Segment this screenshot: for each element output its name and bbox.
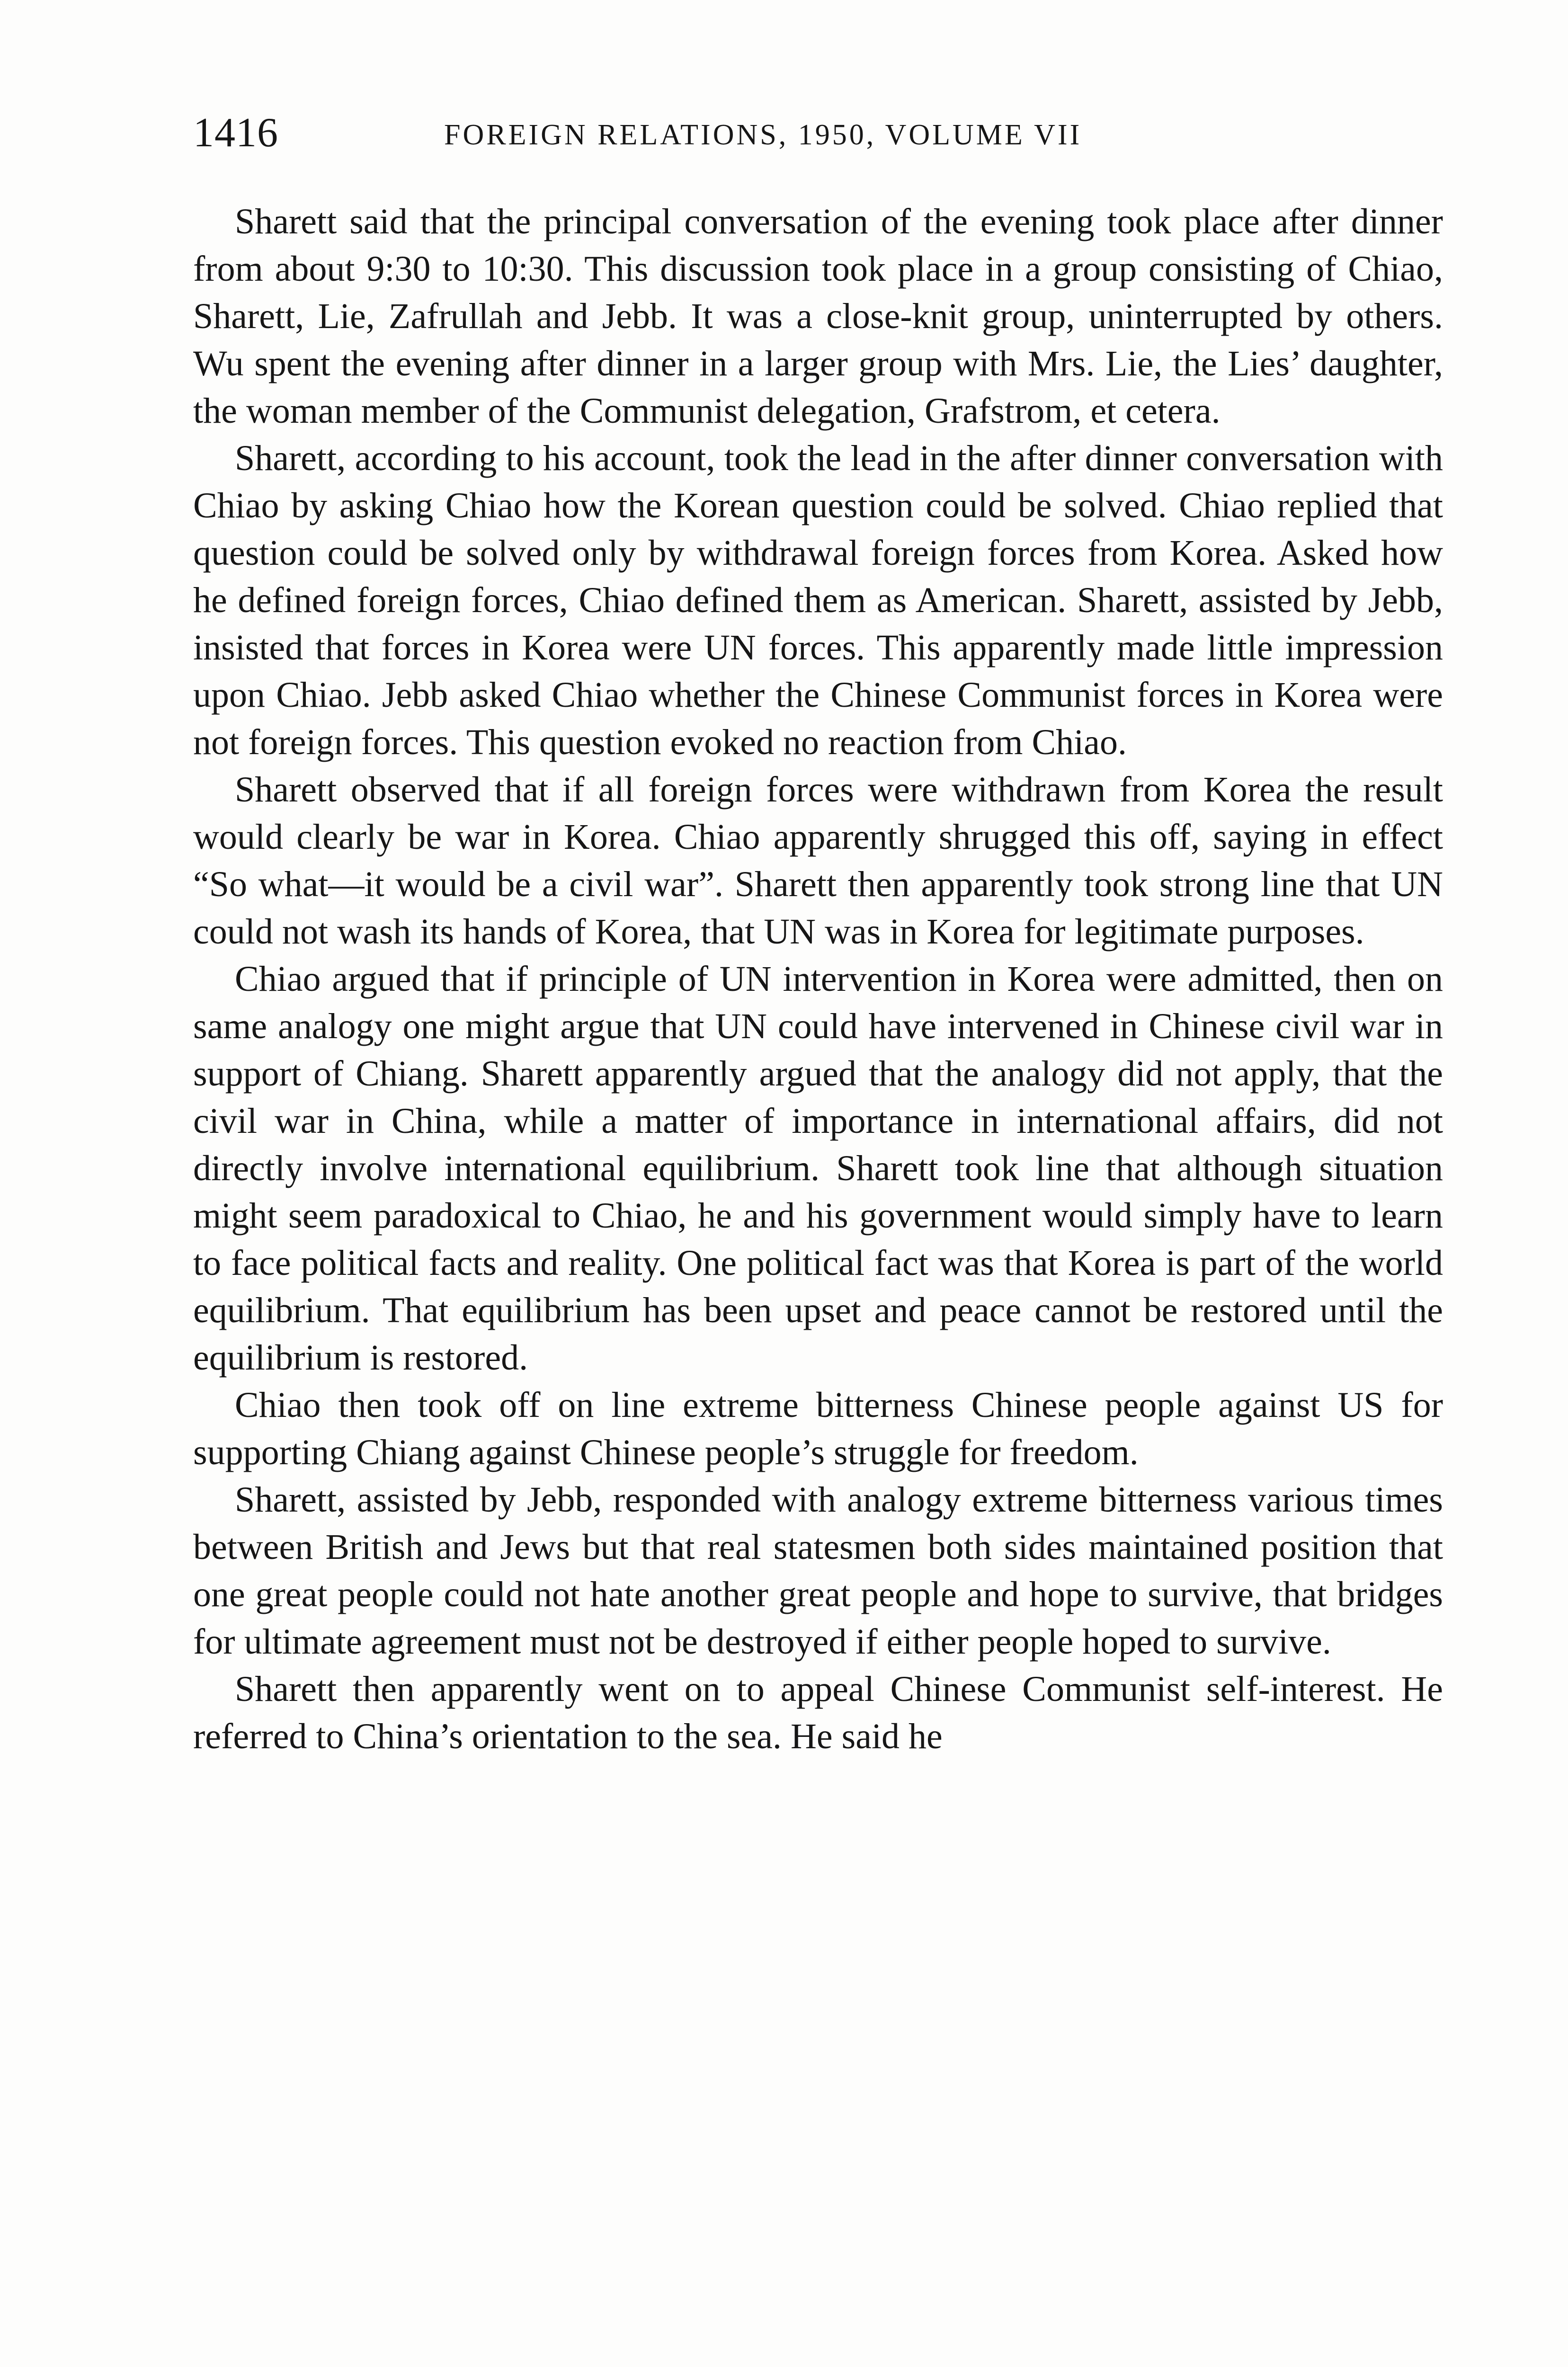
running-head: FOREIGN RELATIONS, 1950, VOLUME VII <box>444 119 1082 151</box>
paragraph: Sharett, according to his account, took the lead in the after dinner conversation with Chiao by asking Chiao how the Korean question could be solved. Chiao replied that question could be solved only by withdrawal foreign forces from Korea. Asked how he defined foreign forces, Chiao defined them as American. Sharett, assisted by Jebb, insisted that forces in Korea were UN forces. This apparently made little impression upon Chiao. Jebb asked Chiao whether the Chinese Communist forces in Korea were not foreign forces. This question evoked no reaction from Chiao. <box>193 438 1443 762</box>
body-text <box>193 198 1443 1760</box>
paragraph: Sharett said that the principal conversation of the evening took place after dinner from about 9:30 to 10:30. This discussion took place in a group consisting of Chiao, Sharett, Lie, Zafrullah and Jebb. It was a close-knit group, uninterrupted by others. Wu spent the evening after dinner in a larger group with Mrs. Lie, the Lies’ daughter, the woman member of the Communist delegation, Grafstrom, et cetera. <box>193 202 1443 431</box>
paragraph: Chiao then took off on line extreme bitterness Chinese people against US for supporting Chiang against Chinese people’s struggle for freedom. <box>193 1385 1443 1472</box>
paragraph: Sharett then apparently went on to appeal Chinese Communist self-interest. He referred to China’s orientation to the sea. He said he <box>193 1669 1443 1756</box>
paragraph: Sharett, assisted by Jebb, responded with analogy extreme bitterness various times between British and Jews but that real statesmen both sides maintained position that one great people could not hate another great people and hope to survive, that bridges for ultimate agreement must not be destroyed if either people hoped to survive. <box>193 1480 1443 1662</box>
paragraph: Sharett observed that if all foreign forces were withdrawn from Korea the result would clearly be war in Korea. Chiao apparently shrugged this off, saying in effect “So what—it would be a civil war”. Sharett then apparently took strong line that UN could not wash its hands of Korea, that UN was in Korea for legitimate purposes. <box>193 770 1443 952</box>
page-number: 1416 <box>193 110 278 156</box>
paragraph: Chiao argued that if principle of UN intervention in Korea were admitted, then on same analogy one might argue that UN could have intervened in Chinese civil war in support of Chiang. Sharett apparently argued that the analogy did not apply, that the civil war in China, while a matter of importance in international affairs, did not directly involve international equilibrium. Sharett took line that although situation might seem paradoxical to Chiao, he and his government would simply have to learn to face political facts and reality. One political fact was that Korea is part of the world equilibrium. That equilibrium has been upset and peace cannot be restored until the equilibrium is restored. <box>193 959 1443 1378</box>
page-header <box>193 109 1452 166</box>
